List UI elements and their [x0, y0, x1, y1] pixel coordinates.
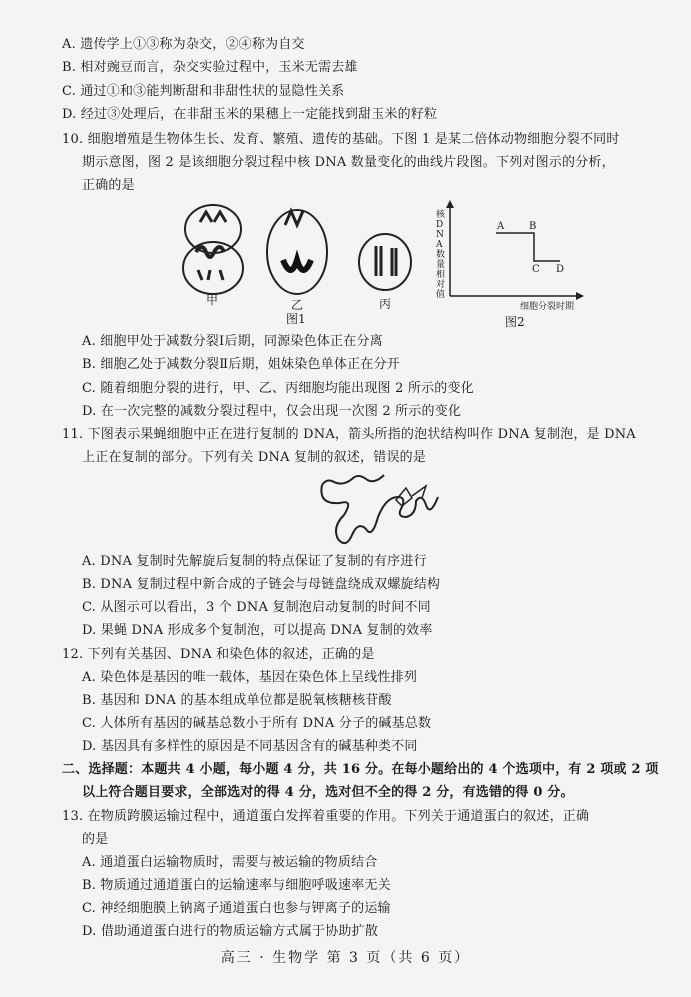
page-footer: 高三 · 生物学 第 3 页（共 6 页） — [220, 950, 471, 966]
q10-option-a: A. 细胞甲处于减数分裂Ⅰ后期，同源染色体正在分离 — [82, 334, 383, 349]
q9-option-a: A. 遗传学上①③称为杂交，②④称为自交 — [62, 37, 305, 52]
q9-option-b: B. 相对豌豆而言，杂交实验过程中，玉米无需去雄 — [62, 60, 358, 75]
q10-stem-line1: 10. 细胞增殖是生物体生长、发育、繁殖、遗传的基础。下图 1 是某二倍体动物细胞分裂不同时 — [62, 132, 620, 147]
q10-option-d: D. 在一次完整的减数分裂过程中，仅会出现一次图 2 所示的变化 — [82, 404, 462, 419]
q11-stem-line2: 上正在复制的部分。下列有关 DNA 复制的叙述，错误的是 — [82, 450, 427, 465]
q11-option-d: D. 果蝇 DNA 形成多个复制泡，可以提高 DNA 复制的效率 — [82, 623, 433, 638]
q9-option-c: C. 通过①和③能判断甜和非甜性状的显隐性关系 — [62, 84, 345, 99]
point-d: D — [556, 264, 565, 275]
q10-stem-line3: 正确的是 — [82, 178, 135, 193]
q13-option-a: A. 通道蛋白运输物质时，需要与被运输的物质结合 — [82, 855, 378, 870]
figure-1-caption: 图1 — [286, 312, 306, 326]
q13-option-c: C. 神经细胞膜上钠离子通道蛋白也参与钾离子的运输 — [82, 901, 391, 916]
point-c: C — [532, 264, 540, 275]
q11-option-b: B. DNA 复制过程中新合成的子链会与母链盘绕成双螺旋结构 — [82, 577, 441, 592]
q13-option-d: D. 借助通道蛋白进行的物质运输方式属于协助扩散 — [82, 924, 379, 939]
point-a: A — [497, 221, 505, 232]
q13-stem-line2: 的是 — [82, 832, 109, 847]
figure-2-ylabel: 核DNA数量相对值 — [436, 210, 446, 300]
q9-option-d: D. 经过③处理后，在非甜玉米的果穗上一定能找到甜玉米的籽粒 — [62, 107, 438, 122]
cell-label-bing: 丙 — [379, 297, 392, 311]
figure-2-xlabel: 细胞分裂时期 — [520, 302, 575, 312]
section-2-heading-line1: 二、选择题：本题共 4 小题，每小题 4 分，共 16 分。在每小题给出的 4 个选项中，有 2 项或 2 项 — [62, 762, 659, 777]
q12-option-c: C. 人体所有基因的碱基总数小于所有 DNA 分子的碱基总数 — [82, 716, 432, 731]
q12-option-d: D. 基因具有多样性的原因是不同基因含有的碱基种类不同 — [82, 739, 418, 754]
q12-option-a: A. 染色体是基因的唯一载体，基因在染色体上呈线性排列 — [82, 670, 418, 685]
point-b: B — [529, 221, 537, 232]
q10-option-c: C. 随着细胞分裂的进行，甲、乙、丙细胞均能出现图 2 所示的变化 — [82, 381, 474, 396]
q11-stem-line1: 11. 下图表示果蝇细胞中正在进行复制的 DNA，箭头所指的泡状结构叫作 DNA 复制泡，是 DNA — [62, 427, 636, 442]
q11-option-a: A. DNA 复制时先解旋后复制的特点保证了复制的有序进行 — [82, 554, 427, 569]
q13-option-b: B. 物质通过通道蛋白的运输速率与细胞呼吸速率无关 — [82, 878, 391, 893]
section-2-heading-line2: 以上符合题目要求，全部选对的得 4 分，选对但不全的得 2 分，有选错的得 0 分。 — [82, 785, 574, 800]
q10-option-b: B. 细胞乙处于减数分裂Ⅱ后期，姐妹染色单体正在分开 — [82, 357, 400, 372]
figure-2-caption: 图2 — [505, 315, 525, 329]
q13-stem-line1: 13. 在物质跨膜运输过程中，通道蛋白发挥着重要的作用。下列关于通道蛋白的叙述，正确 — [62, 809, 590, 824]
cell-label-jia: 甲 — [206, 293, 219, 307]
q12-stem: 12. 下列有关基因、DNA 和染色体的叙述，正确的是 — [62, 647, 375, 662]
q10-stem-line2: 期示意图，图 2 是该细胞分裂过程中核 DNA 数量变化的曲线片段图。下列对图示的分析， — [82, 155, 615, 170]
cell-label-yi: 乙 — [291, 298, 304, 312]
q11-option-c: C. 从图示可以看出，3 个 DNA 复制泡启动复制的时间不同 — [82, 600, 431, 615]
q12-option-b: B. 基因和 DNA 的基本组成单位都是脱氧核糖核苷酸 — [82, 693, 392, 708]
